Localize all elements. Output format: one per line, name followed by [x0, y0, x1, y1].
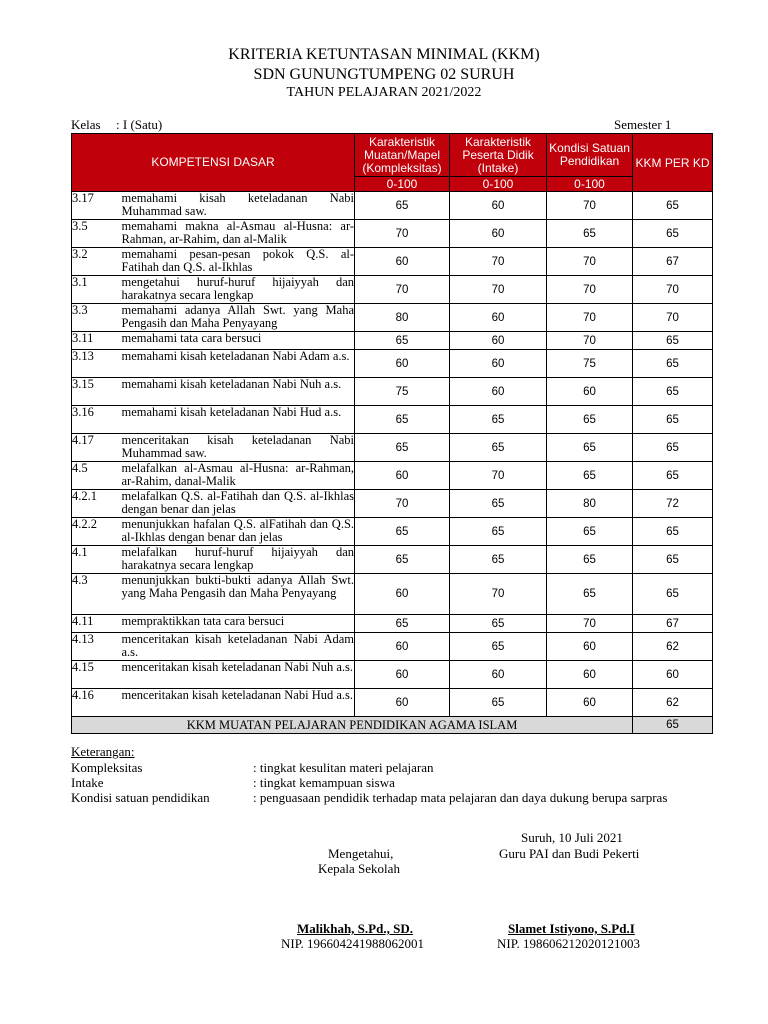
value-kompleksitas: 60 [355, 689, 450, 717]
value-kompleksitas: 65 [355, 546, 450, 574]
kd-description: menunjukkan bukti-bukti adanya Allah Swt. yang Maha Pengasih dan Maha Penyayang [122, 574, 355, 615]
kd-rows [72, 192, 713, 717]
doc-title: KRITERIA KETUNTASAN MINIMAL (KKM) [228, 46, 540, 63]
kd-code: 3.16 [72, 406, 122, 434]
header-kkm-per-kd: KKM PER KD [633, 134, 713, 192]
value-kondisi: 70 [547, 304, 633, 332]
teacher-name: Slamet Istiyono, S.Pd.I [508, 921, 635, 936]
value-kondisi: 70 [547, 248, 633, 276]
kd-code: 3.11 [72, 332, 122, 350]
kd-description: melafalkan huruf-huruf hijaiyyah dan harakatnya secara lengkap [121, 545, 355, 572]
value-kkm: 65 [633, 574, 713, 615]
value-kompleksitas: 70 [355, 490, 450, 518]
legend-term-kompleksitas: Kompleksitas [71, 760, 143, 775]
value-kondisi: 70 [547, 276, 633, 304]
value-kkm: 70 [633, 304, 713, 332]
value-kondisi: 60 [547, 633, 633, 661]
table-row [72, 350, 713, 378]
value-kondisi: 75 [547, 350, 633, 378]
kd-code: 4.11 [72, 615, 122, 633]
kd-code: 3.1 [72, 276, 122, 304]
value-intake: 65 [450, 406, 547, 434]
kd-description: menunjukkan hafalan Q.S. alFatihah dan Q.S. al-Ikhlas dengan benar dan jelas [121, 517, 355, 544]
table-row [72, 546, 713, 574]
kd-description: menceritakan kisah keteladanan Nabi Nuh a.s. [122, 661, 355, 689]
value-intake: 60 [450, 220, 547, 248]
value-kondisi: 65 [547, 406, 633, 434]
value-intake: 60 [450, 661, 547, 689]
place-date: Suruh, 10 Juli 2021 [521, 830, 623, 845]
kd-code: 4.1 [72, 546, 122, 574]
value-intake: 60 [450, 350, 547, 378]
kd-description: menceritakan kisah keteladanan Nabi Muhammad saw. [121, 433, 355, 460]
value-kkm: 72 [633, 490, 713, 518]
kkm-table [71, 133, 713, 734]
legend-term-kondisi: Kondisi satuan pendidikan [71, 790, 210, 805]
legend-term-intake: Intake [71, 775, 104, 790]
range-kompleksitas: 0-100 [355, 177, 450, 192]
value-kompleksitas: 60 [355, 248, 450, 276]
range-kondisi: 0-100 [547, 177, 633, 192]
value-kondisi: 70 [547, 192, 633, 220]
value-intake: 70 [450, 276, 547, 304]
table-row [72, 574, 713, 615]
value-kkm: 65 [633, 518, 713, 546]
kd-description: mengetahui huruf-huruf hijaiyyah dan harakatnya secara lengkap [121, 275, 355, 302]
kd-code: 4.2.1 [72, 490, 122, 518]
kelas-label: Kelas [71, 117, 101, 132]
table-row [72, 220, 713, 248]
table-row [72, 490, 713, 518]
table-row [72, 689, 713, 717]
value-kondisi: 65 [547, 574, 633, 615]
value-intake: 60 [450, 304, 547, 332]
value-intake: 65 [450, 633, 547, 661]
academic-year: TAHUN PELAJARAN 2021/2022 [286, 85, 482, 100]
table-row [72, 192, 713, 220]
value-intake: 65 [450, 434, 547, 462]
kd-code: 3.13 [72, 350, 122, 378]
value-kondisi: 65 [547, 434, 633, 462]
header-kondisi: Kondisi Satuan Pendidikan [547, 134, 633, 177]
value-kompleksitas: 70 [355, 220, 450, 248]
table-row [72, 518, 713, 546]
value-kondisi: 80 [547, 490, 633, 518]
value-intake: 60 [450, 332, 547, 350]
footer-kkm-value: 65 [633, 717, 713, 734]
value-intake: 70 [450, 248, 547, 276]
table-row [72, 378, 713, 406]
value-kompleksitas: 60 [355, 462, 450, 490]
kd-code: 3.5 [72, 220, 122, 248]
mengetahui-label: Mengetahui, [328, 846, 394, 861]
keterangan-heading: Keterangan: [71, 744, 135, 759]
semester: Semester 1 [614, 117, 672, 132]
principal-nip: NIP. 196604241988062001 [281, 936, 425, 951]
value-kkm: 67 [633, 248, 713, 276]
value-kondisi: 65 [547, 220, 633, 248]
kd-description: memahami kisah keteladanan Nabi Adam a.s. [122, 350, 355, 378]
value-intake: 70 [450, 462, 547, 490]
value-kompleksitas: 65 [355, 615, 450, 633]
value-kondisi: 60 [547, 689, 633, 717]
kd-description: memahami makna al-Asmau al-Husna: ar-Rahman, ar-Rahim, dan al-Malik [121, 219, 355, 246]
legend-def-kondisi: : penguasaan pendidik terhadap mata pelajaran dan daya dukung berupa sarpras [253, 790, 668, 805]
kd-code: 3.3 [72, 304, 122, 332]
value-kondisi: 60 [547, 661, 633, 689]
table-row [72, 661, 713, 689]
legend-def-intake: : tingkat kemampuan siswa [253, 775, 395, 790]
school-name: SDN GUNUNGTUMPENG 02 SURUH [253, 66, 515, 83]
value-kkm: 65 [633, 192, 713, 220]
header-intake: Karakteristik Peserta Didik (Intake) [450, 134, 547, 177]
value-kompleksitas: 65 [355, 406, 450, 434]
value-kkm: 65 [633, 462, 713, 490]
table-row [72, 332, 713, 350]
value-kkm: 65 [633, 332, 713, 350]
value-intake: 65 [450, 615, 547, 633]
value-intake: 60 [450, 192, 547, 220]
value-kompleksitas: 80 [355, 304, 450, 332]
value-kondisi: 65 [547, 462, 633, 490]
value-intake: 65 [450, 490, 547, 518]
value-kompleksitas: 60 [355, 633, 450, 661]
value-kompleksitas: 65 [355, 192, 450, 220]
kd-description: mempraktikkan tata cara bersuci [122, 615, 355, 633]
kd-code: 4.13 [72, 633, 122, 661]
value-kondisi: 65 [547, 546, 633, 574]
kd-description: memahami adanya Allah Swt. yang Maha Pengasih dan Maha Penyayang [121, 303, 355, 330]
value-kkm: 70 [633, 276, 713, 304]
kd-description: memahami pesan-pesan pokok Q.S. al-Fatihah dan Q.S. al-Ikhlas [121, 247, 355, 274]
kd-code: 4.17 [72, 434, 122, 462]
header-kompetensi-dasar: KOMPETENSI DASAR [72, 134, 355, 192]
value-kompleksitas: 60 [355, 350, 450, 378]
kd-code: 4.16 [72, 689, 122, 717]
table-row [72, 462, 713, 490]
kd-code: 3.17 [72, 192, 122, 220]
value-kompleksitas: 65 [355, 434, 450, 462]
kd-description: memahami kisah keteladanan Nabi Muhammad saw. [121, 191, 355, 218]
value-kkm: 62 [633, 689, 713, 717]
value-intake: 65 [450, 689, 547, 717]
value-kkm: 65 [633, 220, 713, 248]
kd-description: memahami kisah keteladanan Nabi Hud a.s. [122, 406, 355, 434]
kd-code: 4.3 [72, 574, 122, 615]
kd-description: menceritakan kisah keteladanan Nabi Adam a.s. [121, 632, 355, 659]
value-kompleksitas: 65 [355, 332, 450, 350]
value-kompleksitas: 60 [355, 661, 450, 689]
value-kompleksitas: 65 [355, 518, 450, 546]
value-kkm: 60 [633, 661, 713, 689]
table-row [72, 276, 713, 304]
value-intake: 65 [450, 546, 547, 574]
kd-description: memahami kisah keteladanan Nabi Nuh a.s. [122, 378, 355, 406]
value-kkm: 65 [633, 434, 713, 462]
legend-def-kompleksitas: : tingkat kesulitan materi pelajaran [253, 760, 434, 775]
value-kondisi: 65 [547, 518, 633, 546]
value-kondisi: 60 [547, 378, 633, 406]
principal-role: Kepala Sekolah [318, 861, 400, 876]
table-row [72, 406, 713, 434]
kelas-value: : I (Satu) [116, 117, 163, 132]
kd-code: 4.5 [72, 462, 122, 490]
footer-label: KKM MUATAN PELAJARAN PENDIDIKAN AGAMA ISLAM [72, 717, 633, 734]
kd-description: memahami tata cara bersuci [122, 332, 355, 350]
value-kkm: 65 [633, 378, 713, 406]
kd-code: 3.15 [72, 378, 122, 406]
table-row [72, 633, 713, 661]
value-kkm: 67 [633, 615, 713, 633]
kd-code: 4.2.2 [72, 518, 122, 546]
header-kompleksitas: Karakteristik Muatan/Mapel (Kompleksitas) [355, 134, 450, 177]
value-kkm: 65 [633, 350, 713, 378]
range-intake: 0-100 [450, 177, 547, 192]
table-row [72, 304, 713, 332]
value-kondisi: 70 [547, 332, 633, 350]
value-intake: 60 [450, 378, 547, 406]
teacher-nip: NIP. 198606212020121003 [497, 936, 641, 951]
value-intake: 65 [450, 518, 547, 546]
principal-name: Malikhah, S.Pd., SD. [297, 921, 413, 936]
kd-code: 3.2 [72, 248, 122, 276]
table-row [72, 615, 713, 633]
teacher-role: Guru PAI dan Budi Pekerti [499, 846, 640, 861]
value-intake: 70 [450, 574, 547, 615]
value-kondisi: 70 [547, 615, 633, 633]
value-kompleksitas: 70 [355, 276, 450, 304]
kd-description: melafalkan Q.S. al-Fatihah dan Q.S. al-Ikhlas dengan benar dan jelas [121, 489, 355, 516]
value-kompleksitas: 75 [355, 378, 450, 406]
value-kkm: 65 [633, 546, 713, 574]
value-kompleksitas: 60 [355, 574, 450, 615]
kd-description: melafalkan al-Asmau al-Husna: ar-Rahman, ar-Rahim, danal-Malik [121, 461, 355, 488]
value-kkm: 65 [633, 406, 713, 434]
value-kkm: 62 [633, 633, 713, 661]
table-row [72, 434, 713, 462]
kd-code: 4.15 [72, 661, 122, 689]
table-row [72, 248, 713, 276]
kd-description: menceritakan kisah keteladanan Nabi Hud a.s. [122, 689, 355, 717]
